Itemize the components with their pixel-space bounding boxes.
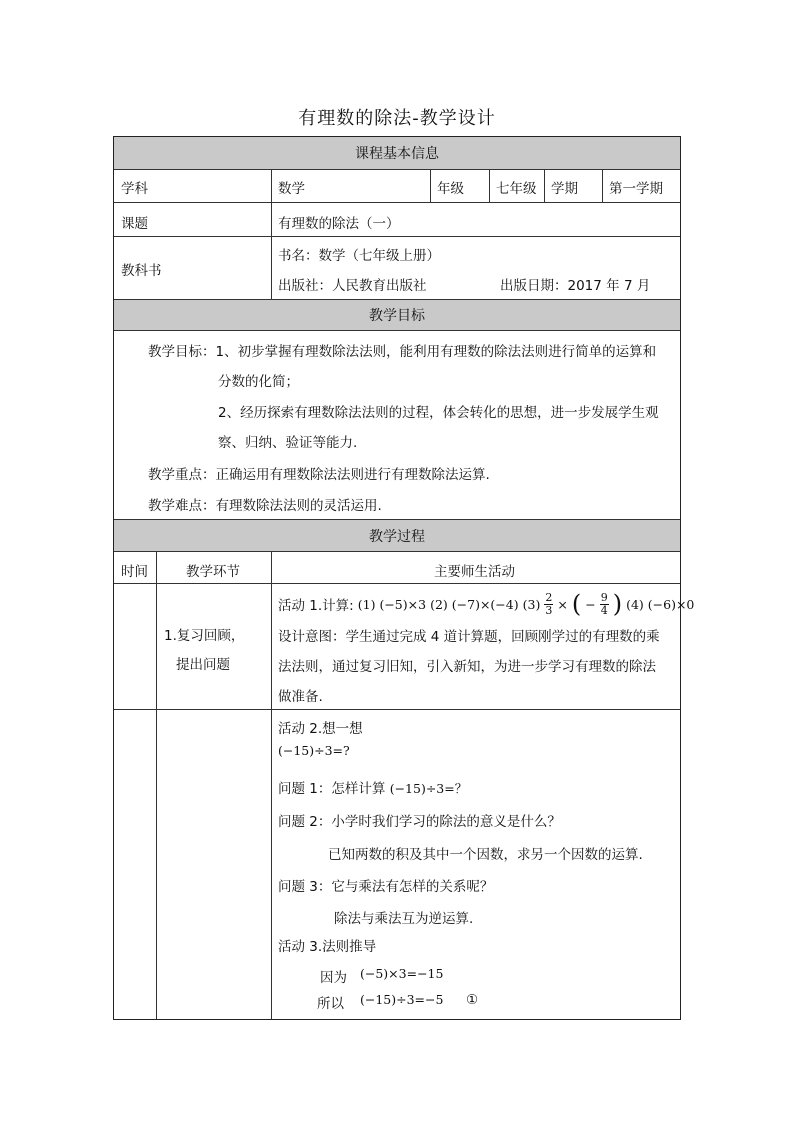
- goal-line-1: 教学目标：1、初步掌握有理数除法法则，能利用有理数的除法法则进行简单的运算和: [148, 344, 657, 360]
- goal-line-2: 分数的化简；: [218, 374, 299, 390]
- stage1-line-1: 1.复习回顾，: [164, 628, 245, 644]
- question-2: 问题 2：小学时我们学习的除法的意义是什么？: [278, 814, 561, 830]
- design-intent-line-1: 设计意图：学生通过完成 4 道计算题，回顾刚学过的有理数的乘: [278, 629, 660, 645]
- goal-line-3: 2、经历探索有理数除法法则的过程，体会转化的思想，进一步发展学生观: [218, 405, 659, 421]
- activity-1-item-1-num: (1): [357, 596, 376, 612]
- publication-date: 出版日期：2017 年 7 月: [500, 278, 651, 294]
- key-point: 教学重点：正确运用有理数除法法则进行有理数除法运算.: [148, 467, 490, 483]
- section-header-objectives: 教学目标: [114, 300, 680, 330]
- stage1-line-2: 提出问题: [176, 657, 230, 673]
- activity-1-item-1-expr: (−5)×3: [379, 596, 427, 612]
- question-3-answer: 除法与乘法互为逆运算.: [334, 911, 474, 927]
- activity-1-item-4-expr: (−6)×0: [647, 596, 695, 612]
- because-label: 因为: [320, 970, 347, 986]
- question-3: 问题 3：它与乘法有怎样的关系呢？: [278, 879, 494, 895]
- equation-marker: ①: [466, 992, 479, 1008]
- goal-line-4: 察、归纳、验证等能力.: [218, 435, 358, 451]
- so-expression: (−15)÷3=−5: [360, 992, 444, 1007]
- because-expression: (−5)×3=−15: [360, 966, 444, 981]
- col-stage-header: 教学环节: [186, 564, 240, 580]
- page-title: 有理数的除法-教学设计: [298, 108, 496, 129]
- topic-value: 有理数的除法（一）: [278, 216, 400, 232]
- question-1: 问题 1：怎样计算 (−15)÷3=？: [278, 781, 468, 797]
- fraction-two-thirds: $\frac{2}{3}$: [545, 591, 553, 617]
- question-1-expression: (−15)÷3=？: [389, 781, 468, 796]
- difficulty: 教学难点：有理数除法法则的灵活运用.: [148, 498, 382, 514]
- lesson-plan-table: [113, 136, 695, 1020]
- so-label: 所以: [317, 996, 344, 1012]
- subject-value: 数学: [278, 181, 305, 197]
- col-time-header: 时间: [121, 564, 148, 580]
- term-value: 第一学期: [609, 181, 663, 197]
- subject-label: 学科: [121, 181, 148, 197]
- activity-1-item-4-num: (4): [626, 596, 644, 612]
- activity-3-label: 活动 3.法则推导: [278, 939, 377, 955]
- section-header-process: 教学过程: [114, 520, 680, 551]
- activity-1-item-3-num: (3): [522, 596, 541, 612]
- activity-2-label: 活动 2.想一想: [278, 721, 363, 737]
- textbook-label: 教科书: [121, 263, 162, 279]
- times-sign: ×: [557, 596, 568, 612]
- design-intent-line-2: 法法则，通过复习旧知，引入新知，为进一步学习有理数的除法: [278, 659, 656, 675]
- activity-1-item-2-expr: (−7)×(−4): [451, 596, 519, 612]
- grade-value: 七年级: [496, 181, 537, 197]
- topic-label: 课题: [121, 216, 148, 232]
- publisher: 出版社：人民教育出版社: [278, 278, 427, 294]
- grade-label: 年级: [437, 181, 464, 197]
- design-intent-line-3: 做准备.: [278, 689, 323, 705]
- activity-1-item-2-num: (2): [430, 596, 448, 612]
- book-name: 书名：数学（七年级上册）: [278, 248, 440, 264]
- term-label: 学期: [551, 181, 578, 197]
- activity-1-label: 活动 1.计算:: [278, 598, 354, 615]
- activity-1-row: 活动 1.计算: (1) (−5)×3 (2) (−7)×(−4) (3) $\frac{2}{3}$ × ( − $\frac{9}{4}$ ) (4) (−6)×0: [278, 590, 695, 619]
- col-activity-header: 主要师生活动: [434, 564, 515, 580]
- section-header-basic-info: 课程基本信息: [114, 137, 680, 169]
- fraction-nine-fourths: $\frac{9}{4}$: [600, 591, 608, 617]
- activity-2-expression: (−15)÷3=?: [278, 743, 350, 758]
- minus-sign: −: [585, 596, 596, 612]
- question-2-answer: 已知两数的积及其中一个因数，求另一个因数的运算.: [328, 847, 643, 863]
